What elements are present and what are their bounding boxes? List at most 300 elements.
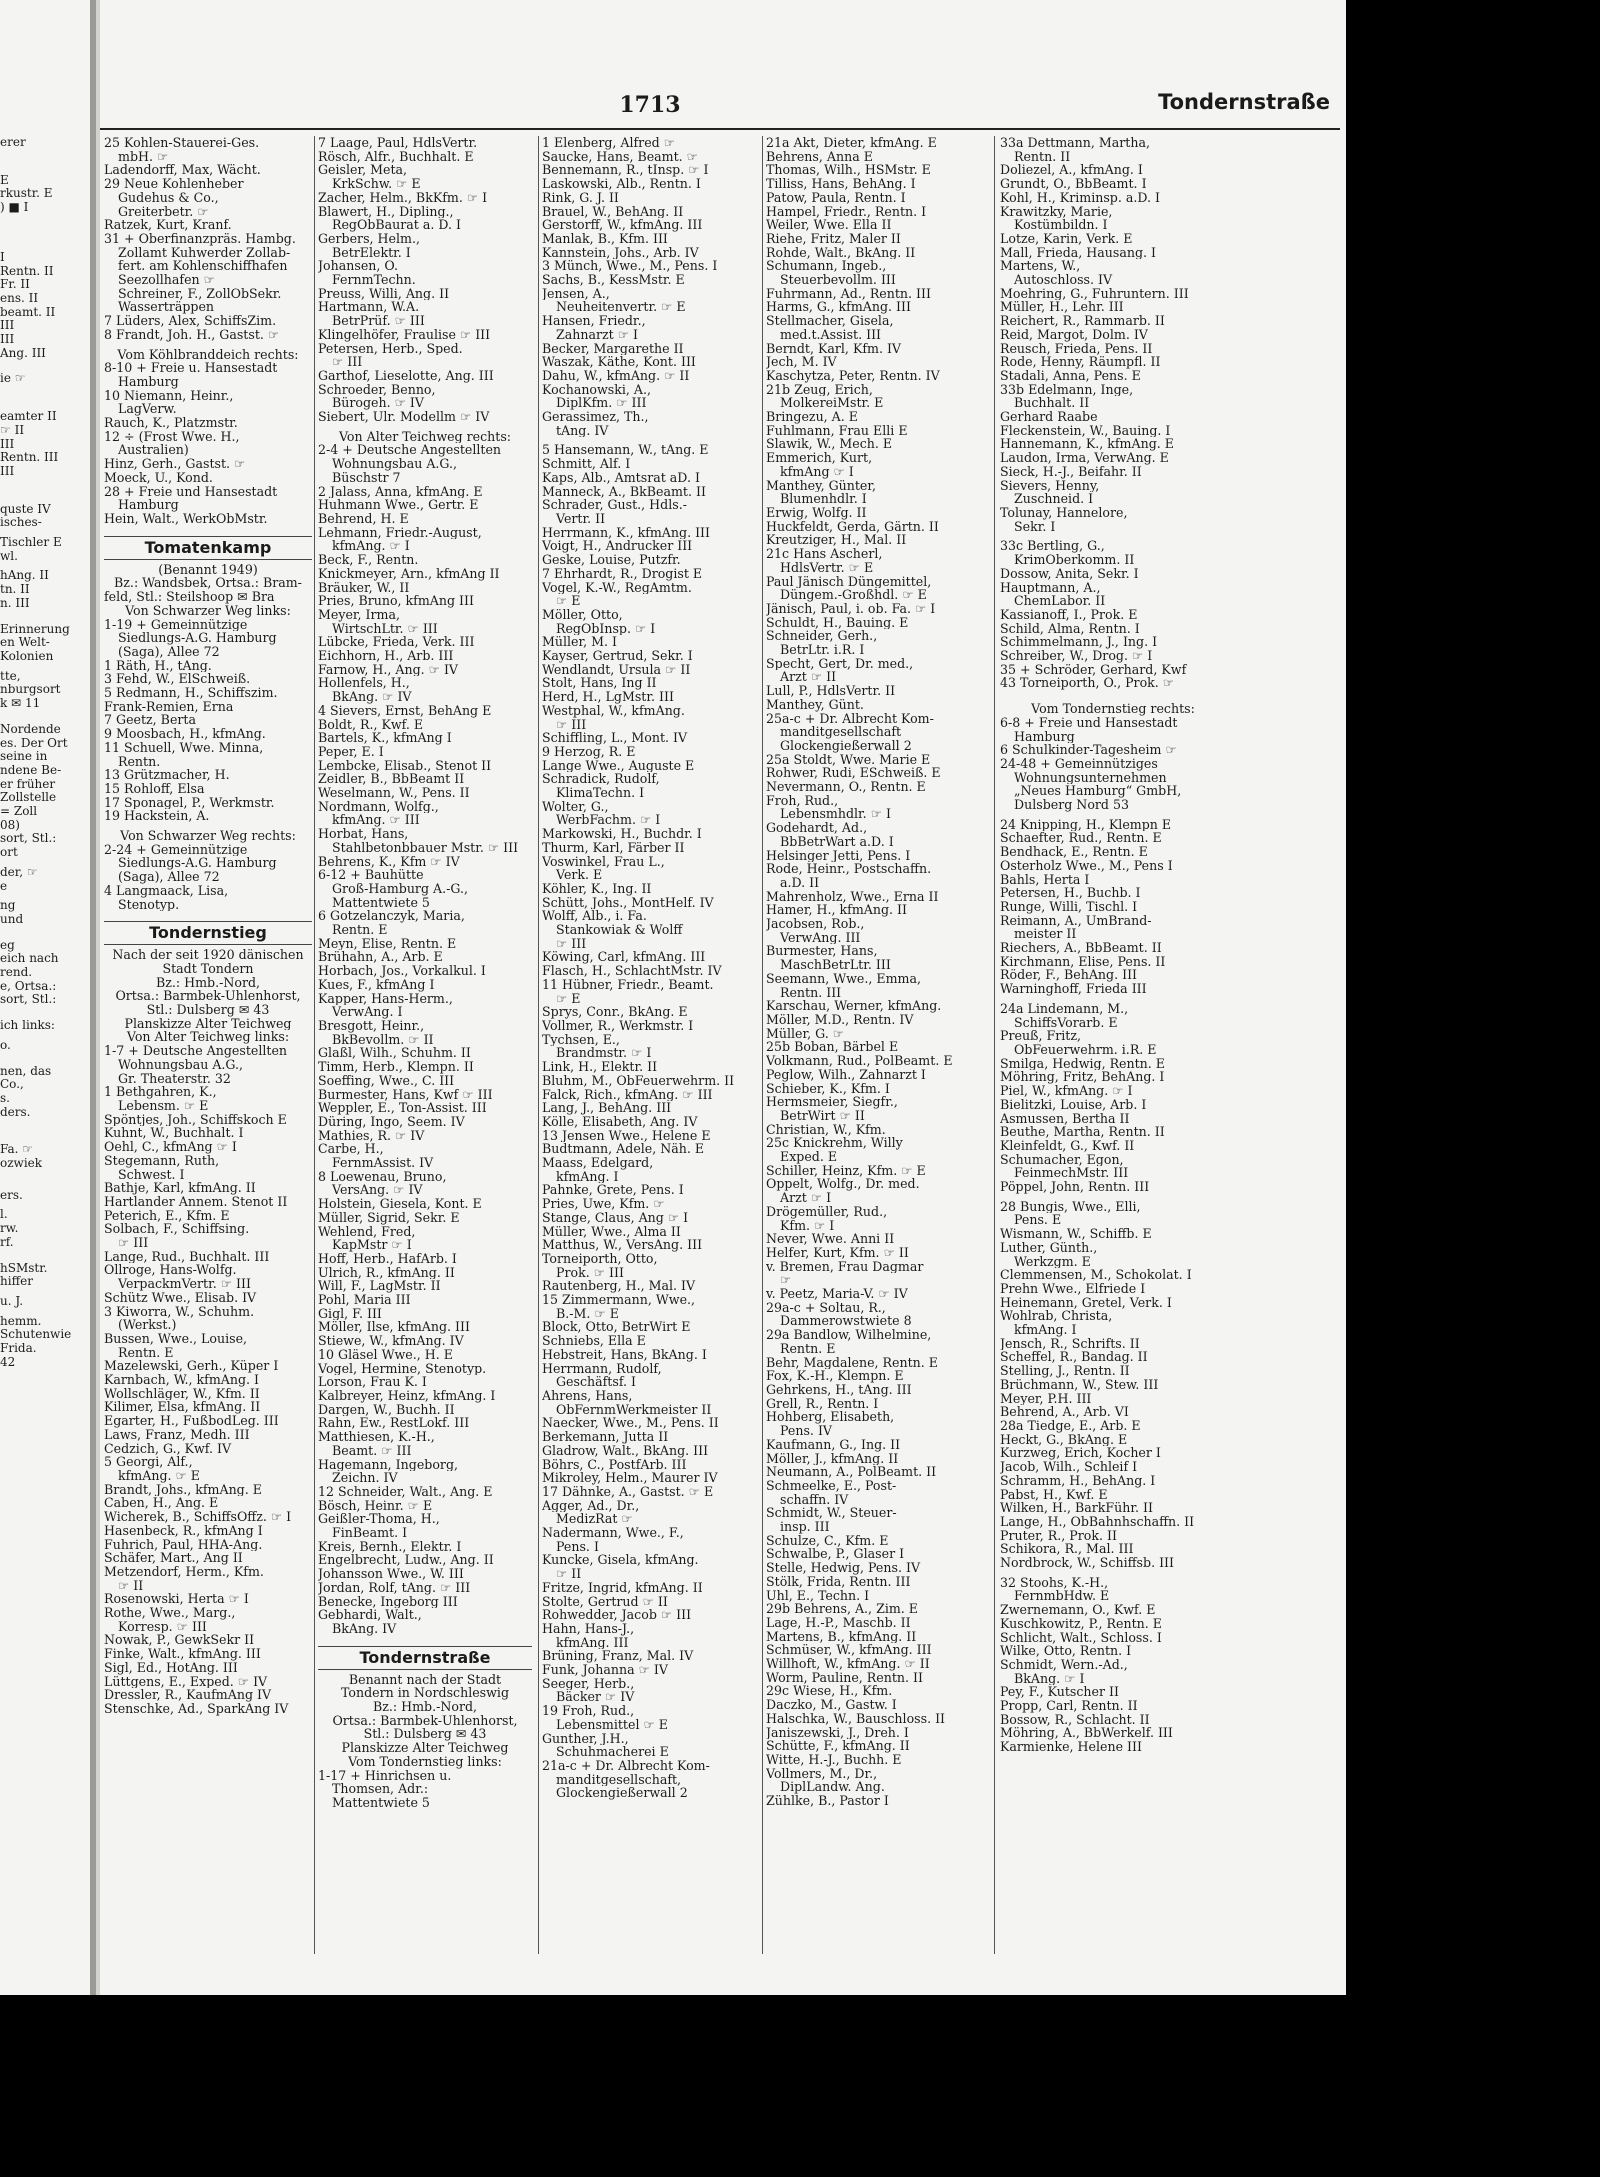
- directory-line: fert. am Kohlenschiffhafen: [118, 259, 288, 274]
- directory-line: Blumenhdlr. I: [780, 492, 867, 506]
- directory-line: 2-24 + Gemeinnützige: [104, 842, 248, 857]
- directory-line: Agger, Ad., Dr.,: [542, 1498, 640, 1513]
- directory-line: Neumann, A., PolBeamt. II: [766, 1465, 937, 1479]
- directory-line: Lebensm. ☞ E: [118, 1099, 209, 1113]
- directory-line: Möhring, Fritz, BehAng. I: [1000, 1070, 1165, 1085]
- directory-line: Horbat, Hans,: [318, 827, 409, 841]
- directory-line: 3 Fehd, W., ElSchweiß.: [104, 672, 251, 687]
- directory-line: VerpackmVertr. ☞ III: [118, 1277, 251, 1291]
- directory-line: rend.: [0, 966, 33, 980]
- directory-line: ☞: [780, 1273, 792, 1288]
- directory-line: 11 Hübner, Friedr., Beamt.: [542, 977, 714, 992]
- directory-line: 8-10 + Freie u. Hansestadt: [104, 361, 278, 375]
- directory-line: Schuldt, H., Bauing. E: [766, 615, 909, 630]
- directory-line: Bäcker ☞ IV: [556, 1690, 635, 1705]
- directory-line: Soeffing, Wwe., C. III: [318, 1073, 455, 1088]
- directory-line: Beuthe, Martha, Rentn. II: [1000, 1125, 1165, 1139]
- directory-line: Manthey, Günt.: [766, 697, 864, 712]
- directory-line: Schreiber, W., Drog. ☞ I: [1000, 649, 1153, 663]
- directory-line: Osterholz Wwe., M., Pens I: [1000, 858, 1173, 873]
- directory-line: Bz.: Hmb.-Nord,: [372, 1700, 478, 1714]
- directory-line: RegObBaurat a. D. I: [332, 218, 461, 232]
- directory-line: Zwernemann, O., Kwf. E: [1000, 1603, 1156, 1617]
- directory-line: 28 Bungis, Wwe., Elli,: [1000, 1199, 1141, 1214]
- directory-line: Brüchmann, W., Stew. III: [1000, 1377, 1159, 1392]
- directory-line: Seemann, Wwe., Emma,: [766, 971, 921, 986]
- directory-line: Kuschkowitz, P., Rentn. E: [1000, 1616, 1162, 1631]
- directory-line: Möller, J., kfmAng. II: [766, 1451, 899, 1466]
- directory-line: Helfer, Kurt, Kfm. ☞ II: [766, 1245, 909, 1260]
- directory-line: Reusch, Frieda, Pens. II: [1000, 341, 1153, 356]
- directory-line: Kurzweg, Erich, Kocher I: [1000, 1446, 1161, 1461]
- directory-line: ☞ III: [332, 355, 363, 369]
- directory-line: Bennemann, R., tInsp. ☞ I: [542, 163, 709, 178]
- directory-line: Kolonien: [0, 649, 54, 663]
- directory-line: ng: [0, 899, 16, 913]
- directory-line: Kues, F., kfmAng I: [318, 977, 435, 992]
- directory-line: Karschau, Werner, kfmAng.: [766, 999, 942, 1013]
- directory-line: Stelle, Hedwig, Pens. IV: [766, 1561, 921, 1575]
- page-number: 1713: [619, 92, 681, 118]
- directory-line: Berndt, Karl, Kfm. IV: [766, 341, 902, 356]
- directory-line: Fuhrich, Paul, HHA-Ang.: [104, 1537, 263, 1552]
- directory-line: Hannemann, K., kfmAng. E: [1000, 437, 1174, 452]
- directory-line: I: [0, 250, 5, 264]
- directory-line: Peterich, E., Kfm. E: [104, 1208, 230, 1223]
- directory-line: Möller, Otto,: [542, 607, 623, 622]
- directory-line: Düring, Ingo, Seem. IV: [318, 1114, 465, 1129]
- directory-line: Schimmelmann, J., Ing. I: [1000, 635, 1158, 650]
- directory-line: nen, das: [0, 1064, 52, 1078]
- directory-line: 42: [0, 1355, 16, 1369]
- directory-line: Witte, H.-J., Buchh. E: [766, 1752, 902, 1767]
- directory-line: Rink, G. J. II: [542, 190, 619, 205]
- directory-line: 25 Kohlen-Stauerei-Ges.: [104, 136, 260, 150]
- directory-line: Manlak, B., Kfm. III: [542, 231, 668, 246]
- directory-line: B.-M. ☞ E: [556, 1306, 619, 1321]
- directory-line: Zollamt Kuhwerder Zollab-: [118, 245, 291, 260]
- directory-line: Herrmann, K., kfmAng. III: [542, 525, 711, 540]
- directory-line: 21a-c + Dr. Albrecht Kom-: [542, 1758, 710, 1773]
- directory-line: KrimOberkomm. II: [1014, 553, 1135, 567]
- directory-line: ort: [0, 846, 18, 860]
- directory-line: Harms, G., kfmAng. III: [766, 300, 911, 315]
- directory-line: Spöntjes, Joh., Schiffskoch E: [104, 1112, 287, 1127]
- directory-line: Nordende: [0, 722, 61, 736]
- directory-line: Schumacher, Egon,: [1000, 1152, 1124, 1167]
- directory-line: FernmAssist. IV: [332, 1156, 434, 1170]
- column-divider: [762, 136, 763, 1954]
- directory-line: Naecker, Wwe., M., Pens. II: [542, 1416, 719, 1431]
- directory-line: Hauptmann, A.,: [1000, 580, 1101, 595]
- directory-line: Hagemann, Ingeborg,: [318, 1457, 459, 1472]
- directory-line: nburgsort: [0, 683, 61, 697]
- directory-line: Vom Tondernstieg links:: [348, 1754, 502, 1769]
- directory-line: Johansson Wwe., W. III: [318, 1567, 464, 1581]
- directory-line: Köhler, K., Ing. II: [542, 881, 652, 896]
- directory-line: Preuß, Fritz,: [1000, 1029, 1081, 1043]
- directory-line: Vollmer, R., Werkmstr. I: [542, 1019, 694, 1033]
- directory-line: Mazelewski, Gerh., Küper I: [104, 1359, 279, 1374]
- directory-line: mbH. ☞: [118, 149, 169, 164]
- directory-line: III: [0, 333, 15, 347]
- directory-line: Herrmann, Rudolf,: [542, 1361, 662, 1376]
- directory-line: Pries, Bruno, kfmAng III: [318, 594, 474, 608]
- directory-line: Lebensmhdlr. ☞ I: [780, 807, 891, 822]
- directory-line: Müller, H., Lehr. III: [1000, 300, 1124, 315]
- directory-line: FernmbHdw. E: [1014, 1589, 1110, 1604]
- directory-line: Australien): [118, 443, 189, 458]
- directory-line: „Neues Hamburg“ GmbH,: [1014, 784, 1182, 799]
- directory-line: 19 Hackstein, A.: [104, 809, 210, 824]
- directory-line: VersAng. ☞ IV: [332, 1183, 423, 1198]
- directory-line: ObFeuerwehrm. i.R. E: [1014, 1043, 1157, 1057]
- directory-line: Mikroley, Helm., Maurer IV: [542, 1471, 718, 1485]
- directory-line: Siebert, Ulr. Modellm ☞ IV: [318, 410, 490, 424]
- directory-line: ozwiek: [0, 1157, 43, 1171]
- directory-line: Warninghoff, Frieda III: [1000, 982, 1147, 996]
- directory-line: Dargen, W., Buchh. II: [318, 1402, 455, 1417]
- directory-line: Boldt, R., Kwf. E: [318, 717, 424, 732]
- directory-line: Laskowski, Alb., Rentn. I: [542, 177, 701, 191]
- directory-line: SchiffsVorarb. E: [1014, 1015, 1118, 1030]
- directory-line: Eichhorn, H., Arb. III: [318, 649, 454, 663]
- directory-line: Von Schwarzer Weg links:: [125, 603, 291, 618]
- column-divider: [314, 136, 315, 1954]
- directory-line: Jänisch, Paul, i. ob. Fa. ☞ I: [766, 601, 936, 616]
- directory-line: Doliezel, A., kfmAng. I: [1000, 163, 1143, 178]
- directory-line: Specht, Gert, Dr. med.,: [766, 656, 914, 671]
- directory-line: Holstein, Giesela, Kont. E: [318, 1197, 482, 1211]
- directory-line: Stl.: Dulsberg ✉ 43: [363, 1727, 487, 1742]
- directory-line: Becker, Margarethe II: [542, 341, 684, 356]
- directory-line: 7 Lüders, Alex, SchiffsZim.: [104, 314, 277, 328]
- directory-line: 12 Schneider, Walt., Ang. E: [318, 1484, 493, 1499]
- directory-line: Volkmann, Rud., PolBeamt. E: [766, 1054, 953, 1068]
- directory-line: Brüning, Franz, Mal. IV: [542, 1649, 694, 1664]
- directory-line: isches-: [0, 516, 42, 530]
- directory-line: n. III: [0, 596, 30, 610]
- directory-line: Pens. I: [556, 1539, 599, 1554]
- directory-line: Funk, Johanna ☞ IV: [542, 1663, 668, 1677]
- directory-line: manditgesellschaft,: [556, 1772, 682, 1787]
- directory-line: Schütz Wwe., Elisab. IV: [104, 1290, 257, 1305]
- directory-line: Wilken, H., BarkFühr. II: [1000, 1501, 1153, 1515]
- directory-line: Müller, Wwe., Alma II: [542, 1224, 681, 1239]
- directory-line: e: [0, 879, 8, 893]
- directory-line: Beamt. ☞ III: [332, 1443, 412, 1458]
- directory-line: ☞ III: [118, 1236, 149, 1250]
- directory-line: Fuhlmann, Frau Elli E: [766, 423, 908, 438]
- directory-line: Wolter, G.,: [542, 799, 609, 814]
- directory-line: Clemmensen, M., Schokolat. I: [1000, 1268, 1192, 1282]
- directory-line: Blawert, H., Dipling.,: [318, 204, 454, 219]
- street-heading: Tondernstieg: [104, 921, 312, 945]
- directory-line: Paul Jänisch Düngemittel,: [766, 574, 932, 589]
- directory-line: Rösch, Alfr., Buchhalt. E: [318, 149, 474, 164]
- directory-line: Kreutziger, H., Mal. II: [766, 533, 907, 548]
- directory-line: 7 Laage, Paul, HdlsVertr.: [318, 136, 478, 150]
- directory-line: Herd, H., LgMstr. III: [542, 690, 674, 704]
- directory-line: 7 Ehrhardt, R., Drogist E: [542, 566, 703, 581]
- directory-line: eich nach: [0, 952, 59, 966]
- directory-line: ens. II: [0, 291, 39, 305]
- directory-line: Falck, Rich., kfmAng. ☞ III: [542, 1087, 713, 1102]
- directory-line: feld, Stl.: Steilshoop ✉ Bra: [104, 590, 275, 604]
- directory-line: Büschstr 7: [332, 470, 401, 485]
- directory-line: Huckfeldt, Gerda, Gärtn. II: [766, 519, 939, 534]
- directory-line: Meyer, Irma,: [318, 607, 401, 622]
- directory-line: Pöppel, John, Rentn. III: [1000, 1180, 1150, 1194]
- directory-line: 28a Tiedge, E., Arb. E: [1000, 1418, 1141, 1433]
- directory-line: Pruter, R., Prok. II: [1000, 1528, 1117, 1543]
- directory-line: Bresgott, Heinr.,: [318, 1019, 425, 1033]
- directory-line: Wohnungsbau A.G.,: [118, 1057, 244, 1072]
- directory-line: Gebhardi, Walt.,: [318, 1608, 422, 1622]
- directory-line: Bossow, R., Schlacht. II: [1000, 1712, 1150, 1727]
- directory-line: eg: [0, 938, 15, 952]
- directory-line: Benecke, Ingeborg III: [318, 1594, 458, 1609]
- directory-line: Stolte, Gertrud ☞ II: [542, 1594, 668, 1609]
- directory-line: Pries, Uwe, Kfm. ☞: [542, 1197, 665, 1211]
- directory-line: 24a Lindemann, M.,: [1000, 1001, 1129, 1016]
- directory-line: Hampel, Friedr., Rentn. I: [766, 204, 927, 219]
- directory-line: = Zoll: [0, 805, 38, 819]
- directory-line: 2 Jalass, Anna, kfmAng. E: [318, 484, 483, 499]
- directory-line: 33a Dettmann, Martha,: [1000, 136, 1150, 150]
- directory-line: MedizRat ☞: [556, 1512, 633, 1527]
- directory-line: 13 Grützmacher, H.: [104, 768, 230, 782]
- directory-line: Sprys, Conr., BkAng. E: [542, 1005, 688, 1019]
- directory-line: 24-48 + Gemeinnütziges: [1000, 756, 1158, 771]
- column-3: [542, 136, 756, 1956]
- directory-line: ☞ II: [556, 1567, 582, 1581]
- directory-line: tn. II: [0, 583, 30, 597]
- column-1: [104, 136, 312, 1956]
- directory-line: Sieck, H.-J., Beifahr. II: [1000, 464, 1142, 479]
- directory-line: Schikora, R., Mal. III: [1000, 1542, 1134, 1557]
- directory-line: 2-4 + Deutsche Angestellten: [318, 443, 502, 458]
- directory-line: BkAng. ☞ IV: [332, 690, 412, 704]
- directory-line: Stadt Tondern: [162, 961, 254, 976]
- directory-line: er früher: [0, 777, 56, 791]
- page-gutter-shadow: [96, 0, 100, 1995]
- column-2: [318, 136, 532, 1956]
- directory-line: MolkereiMstr. E: [780, 396, 884, 411]
- directory-line: ☞ E: [556, 594, 581, 608]
- directory-line: l.: [0, 1208, 8, 1222]
- directory-line: erer: [0, 136, 26, 149]
- directory-line: Lebensmittel ☞ E: [556, 1717, 668, 1732]
- directory-line: Schild, Alma, Rentn. I: [1000, 621, 1140, 636]
- running-head: Tondernstraße: [1158, 90, 1330, 114]
- directory-line: Hansen, Friedr.,: [542, 314, 646, 328]
- directory-line: seine in: [0, 750, 48, 764]
- directory-line: v. Bremen, Frau Dagmar: [766, 1259, 924, 1274]
- directory-line: Bartels, K., kfmAng I: [318, 731, 452, 745]
- directory-line: Manthey, Günter,: [766, 478, 877, 493]
- directory-line: Luther, Günth.,: [1000, 1240, 1098, 1255]
- directory-line: ndene Be-: [0, 763, 62, 777]
- directory-line: manditgesellschaft: [780, 725, 902, 739]
- directory-line: Kaschytza, Peter, Rentn. IV: [766, 368, 940, 383]
- directory-line: kfmAng. III: [556, 1635, 629, 1650]
- directory-line: Stölk, Frida, Rentn. III: [766, 1574, 911, 1589]
- directory-line: Schumann, Ingeb.,: [766, 259, 887, 274]
- directory-line: Gerassimez, Th.,: [542, 410, 649, 424]
- directory-line: Zühlke, B., Pastor I: [766, 1794, 889, 1808]
- directory-line: Schäfer, Mart., Ang II: [104, 1551, 243, 1565]
- directory-line: Kannstein, Johs., Arb. IV: [542, 245, 699, 260]
- directory-line: Bahls, Herta I: [1000, 872, 1090, 887]
- directory-line: Gunther, J.H.,: [542, 1731, 629, 1746]
- directory-line: Weppler, E., Ton-Assist. III: [318, 1101, 487, 1115]
- directory-line: Dammerowstwiete 8: [780, 1314, 912, 1329]
- directory-line: Martens, B., kfmAng. II: [766, 1629, 917, 1644]
- directory-line: Glockengießerwall 2: [556, 1786, 688, 1801]
- directory-line: ☞ III: [556, 717, 587, 732]
- directory-line: Schramm, H., BehAng. I: [1000, 1473, 1156, 1488]
- directory-line: Rentn. III: [780, 985, 842, 1000]
- directory-line: RegObInsp. ☞ I: [556, 621, 656, 636]
- directory-line: Korresp. ☞ III: [118, 1619, 207, 1634]
- directory-line: 1-7 + Deutsche Angestellten: [104, 1044, 288, 1058]
- directory-line: Farnow, H., Ang. ☞ IV: [318, 662, 459, 677]
- directory-line: Metzendorf, Herm., Kfm.: [104, 1564, 264, 1579]
- directory-line: Erwig, Wolfg. II: [766, 505, 867, 520]
- directory-line: Stahlbetonbbauer Mstr. ☞ III: [332, 840, 519, 855]
- directory-line: Caben, H., Ang. E: [104, 1496, 219, 1511]
- directory-line: Von Alter Teichweg links:: [126, 1030, 290, 1045]
- directory-line: Reimann, A., UmBrand-: [1000, 913, 1152, 928]
- directory-line: Wicherek, B., SchiffsOffz. ☞ I: [104, 1510, 292, 1524]
- directory-line: Huhmann Wwe., Gertr. E: [318, 498, 479, 512]
- directory-line: 17 Dähnke, A., Gastst. ☞ E: [542, 1484, 714, 1499]
- directory-line: Pohl, Maria III: [318, 1293, 411, 1307]
- directory-line: Bürogeh. ☞ IV: [332, 396, 424, 411]
- directory-line: BbBetrWart a.D. I: [780, 834, 894, 849]
- directory-line: Reid, Margot, Dolm. IV: [1000, 327, 1148, 342]
- directory-line: Nordmann, Wolfg.,: [318, 799, 439, 814]
- directory-line: ObFernmWerkmeister II: [556, 1402, 712, 1417]
- directory-line: en Welt-: [0, 636, 50, 650]
- directory-line: Hohberg, Elisabeth,: [766, 1410, 895, 1425]
- directory-line: Hahn, Hans-J.,: [542, 1621, 635, 1636]
- directory-line: Vogel, Hermine, Stenotyp.: [318, 1361, 487, 1376]
- directory-line: Rode, Henny, Räumpfl. II: [1000, 355, 1161, 369]
- directory-line: Rentn.: [118, 754, 161, 769]
- directory-line: 29b Behrens, A., Zim. E: [766, 1602, 918, 1616]
- column-5: [1000, 136, 1226, 1956]
- directory-line: Voigt, H., Andrucker III: [542, 539, 693, 554]
- directory-line: Fox, K.-H., Klempn. E: [766, 1369, 904, 1383]
- directory-line: Mall, Frieda, Hausang. I: [1000, 245, 1157, 260]
- directory-line: Schieber, K., Kfm. I: [766, 1081, 890, 1096]
- directory-line: Krawitzky, Marie,: [1000, 204, 1113, 219]
- directory-line: Sekr. I: [1014, 519, 1056, 534]
- directory-line: Prok. ☞ III: [556, 1265, 624, 1280]
- directory-line: Schmidt, Wern.-Ad.,: [1000, 1657, 1128, 1672]
- directory-line: Peglow, Wilh., Zahnarzt I: [766, 1067, 926, 1082]
- directory-line: Kölle, Elisabeth, Ang. IV: [542, 1114, 698, 1129]
- directory-line: Weselmann, W., Pens. II: [318, 786, 470, 800]
- directory-line: Lorson, Frau K. I: [318, 1375, 427, 1389]
- directory-line: Schmitt, Alf. I: [542, 457, 631, 471]
- directory-line: u. J.: [0, 1295, 24, 1308]
- directory-line: insp. III: [780, 1520, 830, 1534]
- directory-line: Westphal, W., kfmAng.: [542, 703, 685, 718]
- directory-line: BetrLtr. i.R. I: [780, 643, 865, 657]
- directory-line: 5 Georgi, Alf.,: [104, 1455, 193, 1469]
- directory-line: Schulze, C., Kfm. E: [766, 1533, 889, 1548]
- directory-line: sort, Stl.:: [0, 993, 57, 1007]
- directory-line: Martens, W.,: [1000, 259, 1081, 274]
- directory-line: Rothe, Wwe., Marg.,: [104, 1606, 236, 1620]
- directory-line: Zacher, Helm., BkKfm. ☞ I: [318, 190, 488, 205]
- directory-line: Kleinfeldt, G., Kwf. II: [1000, 1138, 1135, 1153]
- directory-line: Burmester, Hans,: [766, 944, 878, 959]
- directory-line: Prehn Wwe., Elfriede I: [1000, 1281, 1146, 1296]
- directory-line: 33b Edelmann, Inge,: [1000, 382, 1134, 397]
- directory-line: Schwalbe, P., Glaser I: [766, 1547, 905, 1562]
- directory-line: Stiewe, W., kfmAng. IV: [318, 1334, 464, 1348]
- directory-line: Steuerbevollm. III: [780, 273, 896, 287]
- directory-line: Mathies, R. ☞ IV: [318, 1128, 425, 1143]
- directory-line: Pahnke, Grete, Pens. I: [542, 1183, 684, 1198]
- directory-line: VerwAng. III: [780, 930, 861, 945]
- directory-line: tAng. IV: [556, 423, 609, 438]
- directory-line: Klingelhöfer, Fraulise ☞ III: [318, 327, 491, 342]
- directory-line: Ulrich, R., kfmAng. II: [318, 1265, 455, 1280]
- directory-line: BkAng. IV: [332, 1621, 397, 1636]
- directory-line: 29c Wiese, H., Kfm.: [766, 1684, 893, 1699]
- directory-line: es. Der Ort: [0, 736, 68, 750]
- directory-line: wl.: [0, 549, 18, 563]
- directory-line: Stange, Claus, Ang ☞ I: [542, 1210, 689, 1225]
- directory-line: Hamburg: [118, 498, 179, 512]
- directory-line: 15 Zimmermann, Wwe.,: [542, 1293, 696, 1307]
- directory-line: 08): [0, 818, 20, 832]
- directory-line: Schmeelke, E., Post-: [766, 1478, 897, 1493]
- directory-line: Moeck, U., Kond.: [104, 470, 213, 485]
- directory-line: Brühahn, A., Arb. E: [318, 950, 443, 965]
- directory-line: Pey, F., Kutscher II: [1000, 1685, 1119, 1700]
- directory-line: 8 Loewenau, Bruno,: [318, 1169, 447, 1184]
- directory-line: kfmAng. I: [556, 1169, 619, 1184]
- directory-line: FernmTechn.: [332, 273, 416, 287]
- column-0-fragment: [0, 136, 88, 1956]
- directory-line: 9 Herzog, R. E: [542, 744, 636, 759]
- directory-line: Behrend, A., Arb. VI: [1000, 1405, 1129, 1419]
- directory-line: Nach der seit 1920 dänischen: [112, 948, 304, 962]
- directory-line: Asmussen, Bertha II: [1000, 1111, 1130, 1126]
- directory-line: Schuhmacherei E: [556, 1745, 669, 1759]
- directory-line: Vogel, K.-W., RegAmtm.: [542, 580, 692, 595]
- directory-line: Dressler, R., KaufmAng IV: [104, 1688, 272, 1702]
- directory-line: Petersen, Herb., Sped.: [318, 341, 463, 356]
- directory-line: Helsinger Jetti, Pens. I: [766, 848, 911, 863]
- directory-line: sort, Stl.:: [0, 832, 57, 846]
- directory-line: BetrPrüf. ☞ III: [332, 314, 425, 328]
- directory-line: ☞ E: [556, 991, 581, 1006]
- directory-line: Riehe, Fritz, Maler II: [766, 231, 901, 246]
- directory-line: Waszak, Käthe, Kont. III: [542, 355, 696, 369]
- directory-line: Geske, Louise, Putzfr.: [542, 553, 681, 567]
- directory-line: Schrader, Gust., Hdls.-: [542, 498, 687, 512]
- directory-line: Stenotyp.: [118, 897, 180, 912]
- directory-line: Meyer, P.H. III: [1000, 1391, 1092, 1406]
- directory-line: Behrens, K., Kfm ☞ IV: [318, 854, 460, 869]
